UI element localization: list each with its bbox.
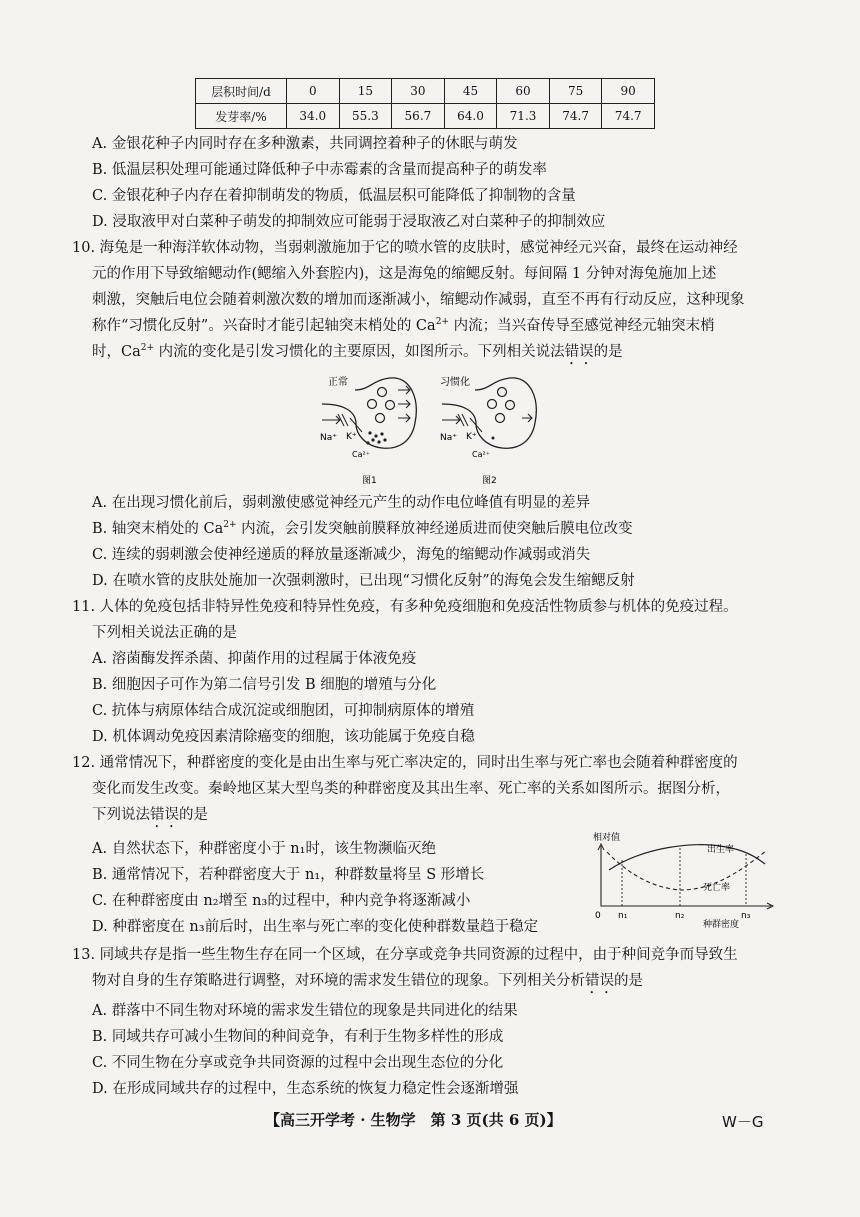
q11-option-a: A. 溶菌酶发挥杀菌、抑菌作用的过程属于体液免疫 xyxy=(92,651,417,667)
q9-option-d: D. 浸取液甲对白菜种子萌发的抑制效应可能弱于浸取液乙对白菜种子的抑制效应 xyxy=(92,214,606,230)
q12-stem-line: 下列说法错误的是 xyxy=(92,807,208,823)
q11-stem-line: 11. 人体的免疫包括非特异性免疫和特异性免疫，有多种免疫细胞和免疫活性物质参与机体的免疫过程。 xyxy=(72,599,738,615)
figure1-normal xyxy=(320,375,416,486)
q9-option-a: A. 金银花种子内同时存在多种激素，共同调控着种子的休眠与萌发 xyxy=(92,136,518,152)
q13-option-b: B. 同域共存可减小生物间的种间竞争，有利于生物多样性的形成 xyxy=(92,1029,504,1045)
table-cell: 90 xyxy=(602,79,655,104)
table-cell: 15 xyxy=(339,79,392,104)
q10-option-d: D. 在喷水管的皮肤处施加一次强刺激时，已出现“习惯化反射”的海兔会发生缩鳃反射 xyxy=(92,573,635,589)
table-cell: 74.7 xyxy=(602,104,655,129)
table-cell: 45 xyxy=(444,79,497,104)
q10-stem-line: 10. 海兔是一种海洋软体动物，当弱刺激施加于它的喷水管的皮肤时，感觉神经元兴奋，最终在运动神经 xyxy=(72,240,738,256)
page-footer: 【高三开学考 · 生物学 第 3 页(共 6 页)】 xyxy=(265,1111,562,1129)
q9-option-c: C. 金银花种子内存在着抑制萌发的物质，低温层积可能降低了抑制物的含量 xyxy=(92,188,576,204)
q12-stem-line: 12. 通常情况下，种群密度的变化是由出生率与死亡率决定的，同时出生率与死亡率也会随着种群密度的 xyxy=(72,755,738,771)
chart-tick-n2: n₂ xyxy=(675,911,685,921)
chart-origin: 0 xyxy=(595,911,601,921)
figure2-title: 习惯化 xyxy=(440,377,470,388)
q10-option-a: A. 在出现习惯化前后，弱刺激使感觉神经元产生的动作电位峰值有明显的差异 xyxy=(92,495,591,511)
svg-text:Ca²⁺: Ca²⁺ xyxy=(472,450,490,459)
q11-option-c: C. 抗体与病原体结合成沉淀或细胞团，可抑制病原体的增殖 xyxy=(92,703,475,719)
chart-y-label: 相对值 xyxy=(593,833,621,843)
svg-text:Na⁺: Na⁺ xyxy=(320,433,337,443)
synapse-figure xyxy=(310,368,540,488)
q10-stem-line: 元的作用下导致缩鳃动作(鳃缩入外套腔内)，这是海兔的缩鳃反射。每间隔 1 分钟对海兔施加上述 xyxy=(92,266,717,282)
q11-option-d: D. 机体调动免疫因素清除癌变的细胞，该功能属于免疫自稳 xyxy=(92,729,475,745)
figure2-habituated xyxy=(440,375,536,486)
figure1-caption: 图1 xyxy=(362,476,377,486)
chart-tick-n1: n₁ xyxy=(618,911,628,921)
birth-death-rate-chart xyxy=(585,828,785,928)
q10-stem-line: 称作“习惯化反射”。兴奋时才能引起轴突末梢处的 $Ca^{2+}$ 内流；当兴奋传导至感觉神经元轴突末梢 xyxy=(92,317,715,334)
q12-option-b: B. 通常情况下，若种群密度大于 n₁，种群数量将呈 S 形增长 xyxy=(92,867,485,883)
svg-text:Ca²⁺: Ca²⁺ xyxy=(352,450,370,459)
legend-birth-rate: 出生率 xyxy=(707,845,735,855)
table-cell: 64.0 xyxy=(444,104,497,129)
svg-text:K⁺: K⁺ xyxy=(346,432,357,442)
table-row xyxy=(196,104,655,129)
table-cell: 55.3 xyxy=(339,104,392,129)
q10-option-c: C. 连续的弱刺激会使神经递质的释放量逐渐减少，海兔的缩鳃动作减弱或消失 xyxy=(92,547,591,563)
q11-stem-line: 下列相关说法正确的是 xyxy=(92,625,237,641)
germination-table xyxy=(195,78,655,129)
table-cell: 75 xyxy=(549,79,602,104)
death-rate-line xyxy=(607,850,767,890)
q12-option-d: D. 种群密度在 n₃前后时，出生率与死亡率的变化使种群数量趋于稳定 xyxy=(92,919,539,935)
q13-stem-line: 物对自身的生存策略进行调整，对环境的需求发生错位的现象。下列相关分析错误的是 xyxy=(92,973,643,989)
table-header-cell: 发芽率/% xyxy=(196,104,287,129)
svg-text:Na⁺: Na⁺ xyxy=(440,433,457,443)
q10-stem-line: 刺激，突触后电位会随着刺激次数的增加而逐渐减小，缩鳃动作减弱，直至不再有行动反应，这种现象 xyxy=(92,292,745,308)
q12-option-c: C. 在种群密度由 n₂增至 n₃的过程中，种内竞争将逐渐减小 xyxy=(92,893,471,909)
q10-stem-line: 时，$Ca^{2+}$ 内流的变化是引发习惯化的主要原因，如图所示。下列相关说法错误的是 xyxy=(92,343,623,360)
paper-code: W－G xyxy=(722,1113,764,1131)
table-cell: 34.0 xyxy=(287,104,340,129)
svg-text:K⁺: K⁺ xyxy=(466,432,477,442)
table-cell: 71.3 xyxy=(497,104,550,129)
chart-x-label: 种群密度 xyxy=(703,920,740,928)
q11-option-b: B. 细胞因子可作为第二信号引发 B 细胞的增殖与分化 xyxy=(92,677,437,693)
q13-option-a: A. 群落中不同生物对环境的需求发生错位的现象是共同进化的结果 xyxy=(92,1003,518,1019)
figure1-title: 正常 xyxy=(328,377,348,388)
legend-death-rate: 死亡率 xyxy=(703,883,731,893)
table-row xyxy=(196,79,655,104)
table-cell: 56.7 xyxy=(392,104,445,129)
table-cell: 0 xyxy=(287,79,340,104)
table-cell: 60 xyxy=(497,79,550,104)
q13-option-d: D. 在形成同域共存的过程中，生态系统的恢复力稳定性会逐渐增强 xyxy=(92,1081,519,1097)
q12-stem-line: 变化而发生改变。秦岭地区某大型鸟类的种群密度及其出生率、死亡率的关系如图所示。据图分析， xyxy=(92,781,730,797)
q13-option-c: C. 不同生物在分享或竞争共同资源的过程中会出现生态位的分化 xyxy=(92,1055,504,1071)
figure2-caption: 图2 xyxy=(482,476,497,486)
table-cell: 30 xyxy=(392,79,445,104)
q12-option-a: A. 自然状态下，种群密度小于 n₁时，该生物濒临灭绝 xyxy=(92,841,436,857)
birth-rate-line xyxy=(609,845,765,870)
q13-stem-line: 13. 同域共存是指一些生物生存在同一个区域，在分享或竞争共同资源的过程中，由于种间竞争而导致生 xyxy=(72,947,738,963)
q10-option-b: B. 轴突末梢处的 $Ca^{2+}$ 内流，会引发突触前膜释放神经递质进而使突触后膜电位改变 xyxy=(92,520,633,537)
chart-tick-n3: n₃ xyxy=(741,911,751,921)
q9-option-b: B. 低温层积处理可能通过降低种子中赤霉素的含量而提高种子的萌发率 xyxy=(92,162,547,178)
table-header-cell: 层积时间/d xyxy=(196,79,287,104)
table-cell: 74.7 xyxy=(549,104,602,129)
